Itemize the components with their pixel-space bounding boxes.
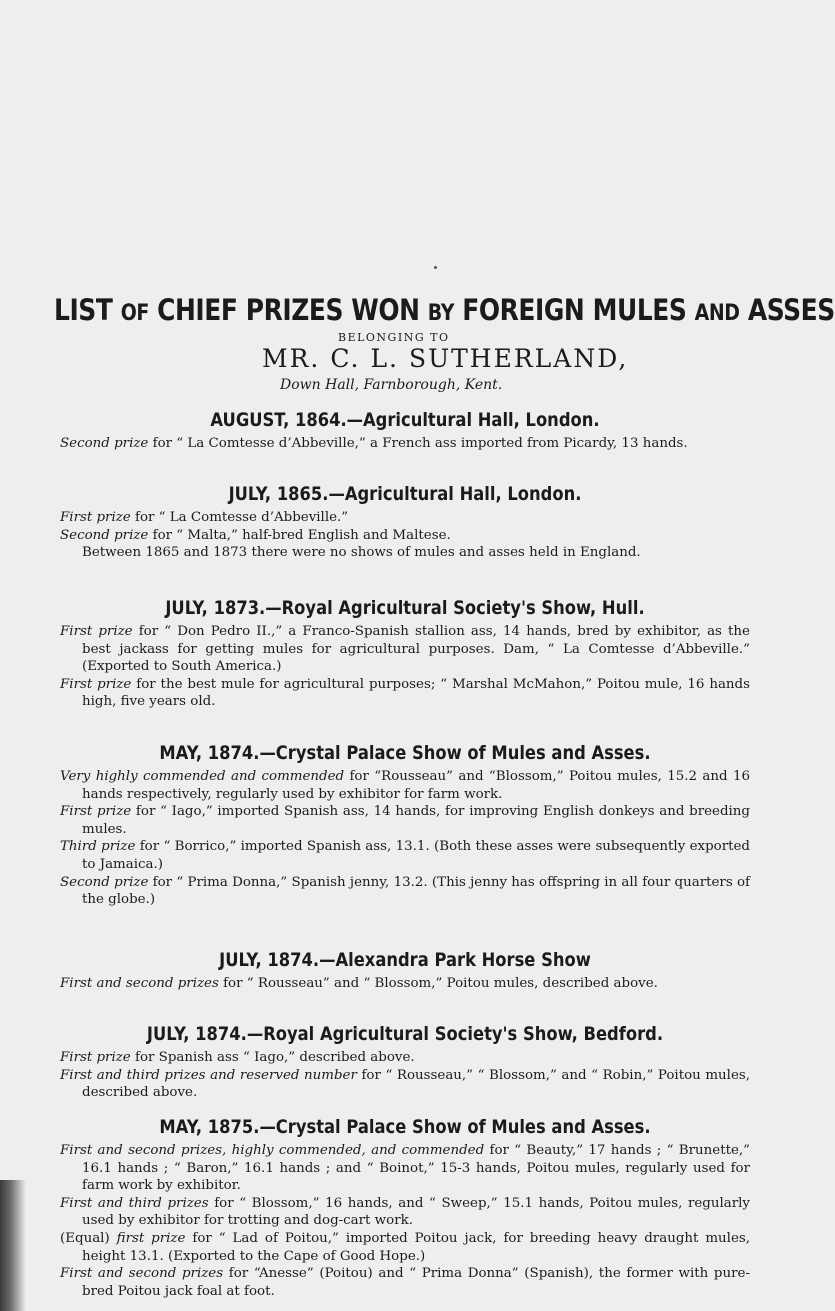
belonging-to-line: BELONGING TO	[338, 331, 450, 344]
prize-entry: First and second prizes for “ Rousseau” and “ Blossom,” Poitou mules, described above.	[60, 976, 658, 991]
prize-entry: Second prize for “ Malta,” half-bred English and Maltese.	[60, 527, 451, 543]
prize-entry: First prize for Spanish ass “ Iago,” described above.	[60, 1050, 415, 1065]
event-heading: JULY, 1874.—Alexandra Park Horse Show	[219, 949, 591, 971]
section-jul-1874-bedford	[60, 1022, 750, 1102]
note-text: Between 1865 and 1873 there were no shows of mules and asses held in England.	[82, 545, 641, 561]
event-heading: MAY, 1875.—Crystal Palace Show of Mules and Asses.	[159, 1116, 651, 1138]
prize-entry: First prize for “ Iago,” imported Spanish ass, 14 hands, for improving English donkeys and breeding mules.	[60, 804, 750, 837]
owner-address: Down Hall, Farnborough, Kent.	[280, 377, 503, 393]
torn-edge-shadow	[0, 1180, 26, 1311]
section-jul-1874-alexandra	[60, 948, 750, 993]
section-may-1875	[60, 1115, 750, 1300]
section-aug-1864	[60, 408, 750, 453]
section-jul-1865	[60, 482, 750, 562]
prize-entry: First and third prizes and reserved number for “ Rousseau,” “ Blossom,” and “ Robin,” Poitou mules, described above.	[60, 1067, 751, 1101]
prize-entry: Second prize for “ La Comtesse d’Abbeville,” a French ass imported from Picardy, 13 hands.	[60, 436, 688, 451]
section-jul-1873	[60, 596, 750, 711]
page-title: LIST OF CHIEF PRIZES WON BY FOREIGN MULES AND ASSES	[54, 293, 835, 327]
prize-entry: Second prize for “ Prima Donna,” Spanish jenny, 13.2. (This jenny has offspring in all four quarters of the globe.)	[60, 874, 750, 908]
event-heading: AUGUST, 1864.—Agricultural Hall, London.	[210, 409, 600, 431]
prize-entry: (Equal) first prize for “ Lad of Poitou,” imported Poitou jack, for breeding heavy draught mules, height 13.1. (Exported to the Cape of Good Hope.)	[60, 1230, 751, 1264]
section-may-1874	[60, 741, 750, 909]
prize-entry: First and second prizes, highly commended, and commended for “ Beauty,” 17 hands ; “ Brunette,” 16.1 hands ; “ Baron,” 16.1 hands ; and “ Boinot,” 15-3 hands, Poitou mules, regularly used for farm work by exhibitor.	[60, 1143, 750, 1194]
prize-entry: First prize for “ La Comtesse d’Abbeville.”	[60, 510, 349, 525]
prize-entry: First prize for “ Don Pedro II.,” a Franco-Spanish stallion ass, 14 hands, bred by exhibitor, as the best jackass for getting mules for agricultural purposes. Dam, “ La Comtesse d’Abbeville.” (Exported to South America.)	[60, 624, 750, 675]
prize-entry: Very highly commended and commended for “Rousseau” and “Blossom,” Poitou mules, 15.2 and 16 hands respectively, regularly used by exhibitor for farm work.	[60, 769, 750, 802]
prize-entry: First prize for the best mule for agricultural purposes; “ Marshal McMahon,” Poitou mule, 16 hands high, five years old.	[60, 676, 750, 710]
event-heading: JULY, 1874.—Royal Agricultural Society's Show, Bedford.	[146, 1023, 664, 1045]
prize-entry: First and second prizes for “Anesse” (Poitou) and “ Prima Donna” (Spanish), the former with pure-bred Poitou jack foal at foot.	[60, 1266, 750, 1299]
event-heading: MAY, 1874.—Crystal Palace Show of Mules and Asses.	[159, 742, 651, 764]
prize-entry: Third prize for “ Borrico,” imported Spanish ass, 13.1. (Both these asses were subsequently exported to Jamaica.)	[60, 839, 750, 872]
prize-entry: First and third prizes for “ Blossom,” 16 hands, and “ Sweep,” 15.1 hands, Poitou mules, regularly used by exhibitor for trotting and dog-cart work.	[60, 1195, 750, 1229]
event-heading: JULY, 1873.—Royal Agricultural Society's Show, Hull.	[165, 597, 645, 619]
event-heading: JULY, 1865.—Agricultural Hall, London.	[228, 483, 582, 505]
owner-name: MR. C. L. SUTHERLAND,	[262, 344, 629, 373]
paper-speck	[434, 266, 437, 269]
